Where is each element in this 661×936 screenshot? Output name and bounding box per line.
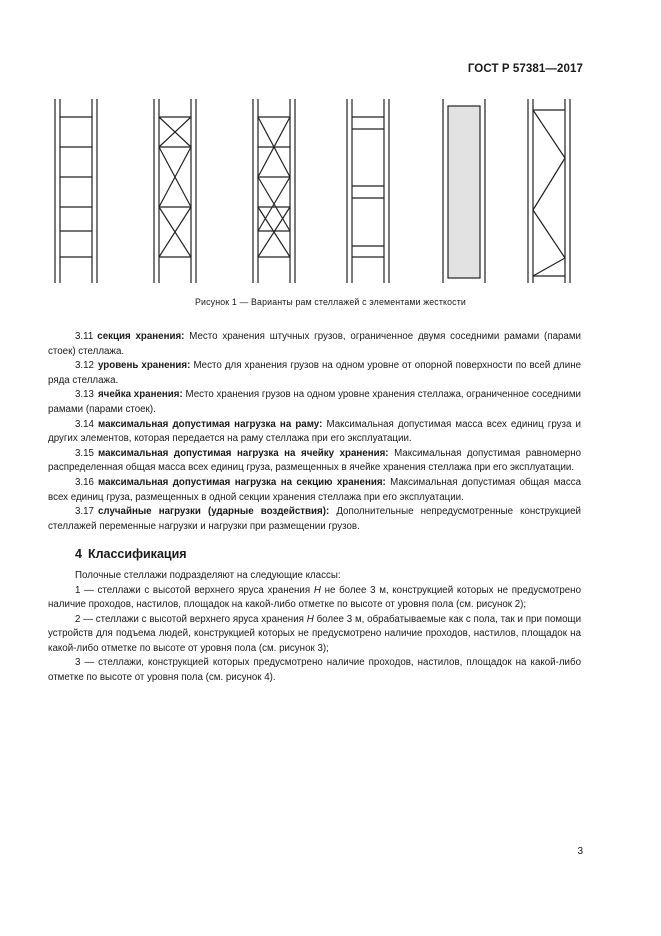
- ladder-frame-icon: [55, 99, 97, 283]
- class-text: 2 — стеллажи с высотой верхнего яруса хранения: [75, 613, 307, 625]
- document-body: [48, 330, 581, 686]
- definition-item: [48, 476, 581, 505]
- definition-text: Место хранения штучных грузов, ограниченное двумя соседними рамами (парами стоек) стеллажа.: [48, 331, 582, 357]
- definition-item: [48, 359, 581, 388]
- zigzag-braced-frame-icon: [528, 99, 570, 283]
- definitions-list: [48, 330, 581, 534]
- page-number: 3: [577, 846, 583, 857]
- definition-item: [48, 505, 581, 534]
- definition-text: Место хранения грузов на одном уровне хранения стеллажа, ограниченное соседними рамами (парами стоек).: [48, 389, 581, 415]
- section-intro: Полочные стеллажи подразделяют на следующие классы:: [75, 569, 341, 581]
- class-text: 1 — стеллажи с высотой верхнего яруса хранения: [75, 584, 314, 596]
- panel-frame-icon: [443, 99, 485, 283]
- section-title: Классификация: [87, 547, 187, 562]
- classes-list: [48, 584, 581, 686]
- definition-term: ячейка хранения:: [97, 389, 183, 401]
- definition-number: 3.11: [75, 331, 94, 342]
- paired-beam-frame-icon: [347, 99, 389, 283]
- section-heading: [75, 547, 581, 562]
- definition-text: Максимальная допустимая равномерно распределенная общая масса всех единиц груза, размещенных в ячейке хранения стеллажа при его эксплуатации.: [48, 447, 581, 474]
- definition-term: случайные нагрузки (ударные воздействия):: [97, 506, 330, 518]
- definition-term: секция хранения:: [97, 331, 185, 342]
- definition-text: Дополнительные непредусмотренные конструкцией стеллажей переменные нагрузки и нагрузки при размещении грузов.: [48, 506, 581, 532]
- definition-item: [48, 330, 581, 359]
- definition-number: 3.14: [75, 418, 94, 430]
- x-braced-frame-icon: [154, 99, 196, 283]
- definition-number: 3.17: [75, 506, 94, 518]
- definition-item: [48, 388, 581, 417]
- class-text: более 3 м, обрабатываемые как с пола, так и при помощи устройств для подъема людей, конструкцией которых не предусмотрено наличие проходов, настилов, площадок на какой-либо отметке по высоте от уровня пола (см. рисунок 3);: [48, 613, 582, 654]
- figure-caption: Рисунок 1 — Варианты рам стеллажей с элементами жесткости: [195, 297, 466, 307]
- definition-text: Место для хранения грузов на одном уровне от опорной поверхности по всей длине ряда стеллажа.: [48, 360, 582, 386]
- definition-term: уровень хранения:: [97, 360, 191, 372]
- definition-number: 3.15: [75, 447, 94, 459]
- class-text: 3 — стеллажи, конструкцией которых предусмотрено наличие проходов, настилов, площадок на какой-либо отметке по высоте от уровня пола (см. рисунок 4).: [48, 657, 581, 684]
- definition-number: 3.16: [75, 476, 94, 488]
- definition-term: максимальная допустимая нагрузка на ячейку хранения:: [97, 447, 389, 459]
- class-text: не более 3 м, конструкцией которых не предусмотрено наличие проходов, настилов, площадок на какой-либо отметке по высоте от уровня пола (см. рисунок 2);: [48, 584, 581, 611]
- definition-item: [48, 418, 581, 447]
- height-variable: H: [313, 584, 321, 596]
- class-item: [48, 613, 581, 657]
- section-number: 4: [75, 547, 82, 562]
- definition-term: максимальная допустимая нагрузка на раму:: [97, 418, 323, 430]
- definition-item: [48, 447, 581, 476]
- definition-number: 3.13: [75, 389, 94, 401]
- document-code: ГОСТ Р 57381—2017: [467, 63, 583, 75]
- figure-frames: [0, 0, 661, 300]
- class-item: [48, 584, 581, 613]
- height-variable: H: [306, 613, 314, 625]
- definition-text: Максимальная допустимая общая масса всех единиц груза, размещенных в одной секции хранения стеллажа при его эксплуатации.: [48, 476, 581, 503]
- class-item: [48, 656, 581, 685]
- definition-term: максимальная допустимая нагрузка на секцию хранения:: [97, 476, 386, 488]
- definition-text: Максимальная допустимая масса всех единиц груза и других элементов, которая передается на раму стеллажа при его эксплуатации.: [48, 418, 581, 445]
- definition-number: 3.12: [75, 360, 94, 372]
- double-x-braced-frame-icon: [253, 99, 295, 283]
